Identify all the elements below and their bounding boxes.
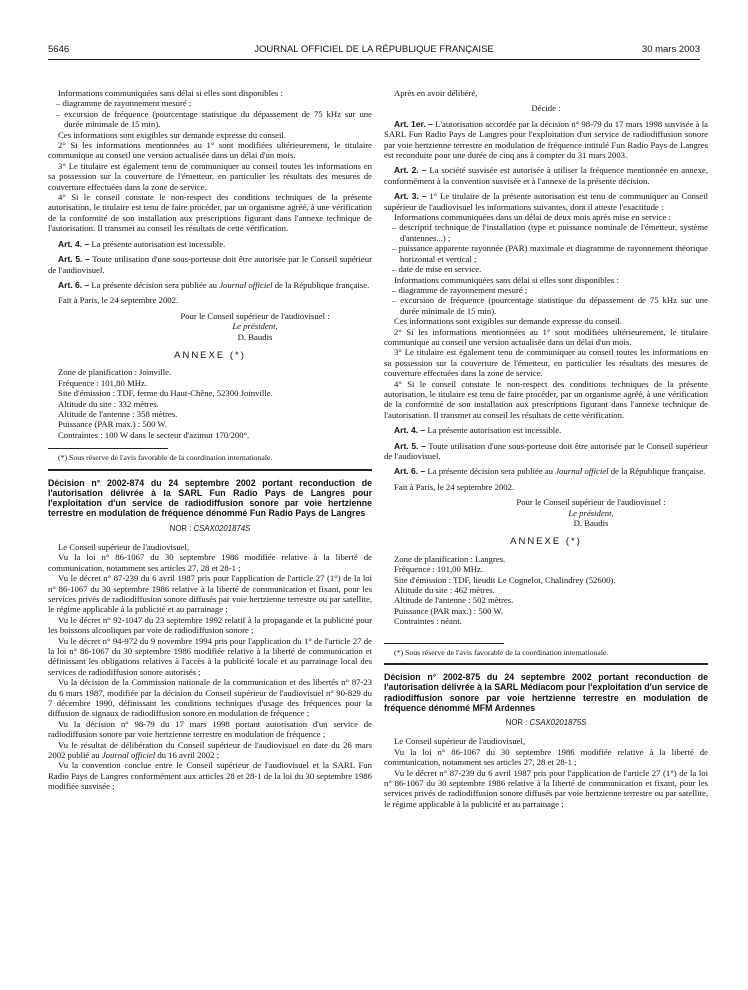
visa: Vu la loi n° 86-1067 du 30 septembre 1986 modifiée relative à la liberté de communication, notamment ses articles 27, 28 et 28-1 ; <box>384 746 708 768</box>
paragraph: 4° Si le conseil constate le non-respect des conditions techniques de la présente autorisation, le titulaire est tenu de faire procéder, par un organisme agréé, à une vérification de la conformité de son installation aux prescriptions figurant dans l'annexe technique de l'autorisation. Il transmet au conseil les résultats de cette vérification. <box>48 192 372 234</box>
visa: Vu la loi n° 86-1067 du 30 septembre 1986 modifiée relative à la liberté de communication, notamment ses articles 27, 28 et 28-1 ; <box>48 552 372 573</box>
paragraph: 2° Si les informations mentionnées au 1° sont modifiées ultérieurement, le titulaire communique au conseil une version actualisée dans un délai d'un mois. <box>48 140 372 161</box>
annexe-line: Fréquence : 101,80 MHz. <box>58 377 148 388</box>
article-5 <box>48 254 372 275</box>
article-text: La présente décision sera publiée au <box>425 466 556 477</box>
visa: Vu le décret n° 87-239 du 6 avril 1987 pris pour l'application de l'article 27 (1°) de la loi n° 86-1067 du 30 septembre 1986 relative à la liberté de communication et fixant, pour les services privés de radiodiffusion sonore diffusés par voie hertzienne terrestre ou par satellite, le régime applicable à la publicité et au parrainage ; <box>48 573 372 615</box>
annexe-line: Zone de planification : Joinville. <box>58 367 172 378</box>
paragraph: 4° Si le conseil constate le non-respect des conditions techniques de la présente autorisation, le titulaire est tenu de faire procéder, par un organisme agréé, à une vérification de la conformité de son installation aux prescriptions figurant dans l'annexe technique de l'autorisation. Il transmet au conseil les résultats de cette vérification. <box>384 378 708 420</box>
footnote: (*) Sous réserve de l'avis favorable de la coordination internationale. <box>58 453 273 463</box>
annexe-line: Site d'émission : TDF, lieudit Le Cognelot, Chalindrey (52600). <box>394 574 616 585</box>
signature-org: Pour le Conseil supérieur de l'audiovisuel : <box>180 310 330 321</box>
paragraph: 2° Si les informations mentionnées au 1° sont modifiées ultérieurement, le titulaire communique au conseil une version actualisée dans un délai d'un mois. <box>384 326 708 347</box>
paragraph: Informations communiquées sans délai si elles sont disponibles : <box>394 274 619 285</box>
issue-date: 30 mars 2003 <box>641 44 700 55</box>
paragraph: Le Conseil supérieur de l'audiovisuel, <box>58 541 190 552</box>
article-label: Art. 6. – <box>58 279 90 290</box>
decide-heading: Décide : <box>531 103 561 114</box>
signature-name: D. Baudis <box>237 331 273 342</box>
footnote-rule <box>48 448 168 449</box>
article-5 <box>384 441 708 462</box>
article-text: Toute utilisation d'une sous-porteuse doit être autorisée par le Conseil supérieur de l'audiovisuel. <box>384 440 708 461</box>
nor-reference <box>48 524 372 534</box>
article-label: Art. 4. – <box>394 425 426 436</box>
article-2 <box>384 165 708 186</box>
left-column <box>48 88 372 792</box>
article-text: La présente décision sera publiée au <box>89 279 220 290</box>
paragraph: 3° Le titulaire est également tenu de communiquer au conseil toutes les informations en sa possession sur la couverture de l'émetteur, en particulier les résultats des mesures de couverture effectuées dans la zone de service. <box>384 347 708 379</box>
article-6 <box>48 280 372 290</box>
visa: Vu la convention conclue entre le Conseil supérieur de l'audiovisuel et la SARL Fun Radio Pays de Langres conformément aux articles 28 et 28-1 de la loi du 30 septembre 1986 modifiée susvisée ; <box>48 760 372 792</box>
visa: Vu le décret n° 92-1047 du 23 septembre 1992 relatif à la propagande et la publicité pour les boissons alcooliques par voie de radiodiffusion sonore ; <box>48 614 372 636</box>
paragraph: Ces informations sont exigibles sur demande expresse du conseil. <box>58 129 287 140</box>
annexe-line: Contraintes : 100 W dans le secteur d'azimut 170/200°. <box>58 429 250 440</box>
signature-org: Pour le Conseil supérieur de l'audiovisuel : <box>516 497 666 508</box>
article-label: Art. 5. – <box>58 254 90 265</box>
signature-role-text: Le président, <box>232 321 278 332</box>
signature-role <box>384 508 708 518</box>
visa: Vu le décret n° 87-239 du 6 avril 1987 pris pour l'application de l'article 27 (1°) de la loi n° 86-1067 du 30 septembre 1986 relative à la liberté de communication et fixant, pour les services privés de radiodiffusion sonore diffusés par voie hertzienne terrestre ou par satellite, le régime applicable à la publicité et au parrainage ; <box>384 767 708 809</box>
article-label: Art. 4. – <box>58 238 90 249</box>
article-text: de la République française. <box>608 466 706 477</box>
article-4 <box>48 239 372 249</box>
visa <box>48 740 372 761</box>
nor-code: CSAX0201874S <box>193 523 251 533</box>
footnote: (*) Sous réserve de l'avis favorable de la coordination internationale. <box>394 647 609 657</box>
list-item: – diagramme de rayonnement mesuré ; <box>392 284 528 295</box>
list-item: – diagramme de rayonnement mesuré ; <box>56 98 192 109</box>
list-item: – descriptif technique de l'installation (type et puissance nominale de l'émetteur, système d'antennes...) ; <box>392 222 708 243</box>
list-item: – excursion de fréquence (pourcentage statistique du dépassement de 75 kHz sur une durée minimale de 15 min). <box>392 295 708 316</box>
list-item: – date de mise en service. <box>392 264 482 275</box>
article-3 <box>384 191 708 212</box>
annexe-line: Fréquence : 101,00 MHz. <box>394 564 484 575</box>
header-rule <box>48 59 700 60</box>
annexe-line: Zone de planification : Langres. <box>394 553 506 564</box>
paragraph: Informations communiquées sans délai si elles sont disponibles : <box>58 88 283 98</box>
paragraph: Après en avoir délibéré, <box>394 88 478 98</box>
paragraph: Ces informations sont exigibles sur demande expresse du conseil. <box>394 316 623 327</box>
decision-title: Décision n° 2002-875 du 24 septembre 2002 portant reconduction de l'autorisation délivrée à la SARL Médiacom pour l'exploitation d'un service de radiodiffusion sonore par voie hertzienne terrestre en modulation de fréquence dénommé MFM Ardennes <box>384 672 708 713</box>
signature-name: D. Baudis <box>573 518 609 529</box>
article-label: Art. 1er. – <box>394 118 433 129</box>
nor-label: NOR : <box>505 718 530 727</box>
article-4 <box>384 425 708 435</box>
article-text: La présente autorisation est incessible. <box>425 425 562 436</box>
journal-name: Journal officiel <box>219 279 273 290</box>
nor-code: CSAX0201875S <box>529 718 587 727</box>
paragraph: Le Conseil supérieur de l'audiovisuel, <box>394 736 526 747</box>
article-label: Art. 5. – <box>394 440 426 451</box>
paragraph: 3° Le titulaire est également tenu de communiquer au conseil toutes les informations en sa possession sur la couverture de l'émetteur, en particulier les résultats des mesures de couverture effectuées dans la zone de service. <box>48 160 372 192</box>
list-item: – excursion de fréquence (pourcentage statistique du dépassement de 75 kHz sur une durée minimale de 15 min). <box>56 108 372 130</box>
article-label: Art. 2. – <box>394 165 427 176</box>
journal-name: Journal officiel <box>101 750 156 761</box>
article-label: Art. 6. – <box>394 466 426 477</box>
paragraph: Informations communiquées dans un délai de deux mois après mise en service : <box>394 212 671 223</box>
article-text: La présente autorisation est incessible. <box>89 238 226 249</box>
decision-rule <box>48 469 372 471</box>
visa-text: Vu le résultat de délibération du Conseil supérieur de l'audiovisuel en date du 26 mars 2002 publié au <box>48 739 372 761</box>
article-text: L'autorisation accordée par la décision n° 98-79 du 17 mars 1998 susvisée à la SARL Fun Radio Pays de Langres pour l'exploitation d'un service de radiodiffusion sonore par voie hertzienne terrestre en modulation de fréquence intitulé Fun Radio Pays de Langres est reconduite pour une durée de cinq ans à compter du 31 mars 2003. <box>384 118 708 161</box>
visa: Vu la décision n° 98-79 du 17 mars 1998 portant autorisation d'un service de radiodiffusion sonore par voie hertzienne terrestre en modulation de fréquence ; <box>48 718 372 740</box>
nor-reference <box>384 718 708 728</box>
visa: Vu la décision de la Commission nationale de la communication et des libertés n° 87-23 du 6 mars 1987, modifiée par la décision du Conseil supérieur de l'audiovisuel n° 90-829 du 7 décembre 1990, définissant les conditions techniques d'usage des fréquences pour la diffusion de signaux de radiodiffusion sonore en modulation de fréquence ; <box>48 677 372 719</box>
fait-line: Fait à Paris, le 24 septembre 2002. <box>58 295 179 306</box>
journal-title: JOURNAL OFFICIEL DE LA RÉPUBLIQUE FRANÇAISE <box>254 44 494 55</box>
article-1 <box>384 119 708 161</box>
nor-label: NOR : <box>169 523 194 533</box>
article-text: 1° Le titulaire de la présente autorisation est tenu de communiquer au Conseil supérieur de l'audiovisuel les informations suivantes, dont il atteste l'exactitude : <box>384 191 708 212</box>
article-text: de la République française. <box>272 279 370 290</box>
article-label: Art. 3. – <box>394 191 427 202</box>
decision-title: Décision n° 2002-874 du 24 septembre 2002 portant reconduction de l'autorisation délivrée à la SARL Fun Radio Pays de Langres pour l'exploitation d'un service de radiodiffusion sonore par voie hertzienne terrestre en modulation de fréquence dénommé Fun Radio Pays de Langres <box>48 477 372 519</box>
annexe-line: Puissance (PAR max.) : 500 W. <box>58 419 167 430</box>
page-header <box>48 44 700 56</box>
article-6 <box>384 466 708 476</box>
annexe-line: Altitude de l'antenne : 502 mètres. <box>394 595 514 606</box>
visa: Vu le décret n° 94-972 du 9 novembre 1994 pris pour l'application du 1° de l'article 27 de la loi n° 86-1067 du 30 septembre 1986 modifiée relative à la liberté de communication et définissant les obligations relatives à l'accès à la publicité locale et au parrainage local des services de radiodiffusion sonore autorisés ; <box>48 635 372 677</box>
annexe-line: Site d'émission : TDF, ferme du Haut-Chêne, 52300 Joinville. <box>58 388 273 399</box>
page-number: 5646 <box>48 44 70 55</box>
article-text: La société susvisée est autorisée à utiliser la fréquence mentionnée en annexe, conformément à la convention susvisée et à l'annexe de la présente décision. <box>384 165 708 186</box>
visa-text: du 16 avril 2002 ; <box>155 750 220 761</box>
footnote-rule <box>384 643 504 644</box>
signature-role <box>48 321 372 331</box>
fait-line: Fait à Paris, le 24 septembre 2002. <box>394 481 515 492</box>
signature-role-text: Le président, <box>568 507 614 518</box>
annexe-line: Altitude du site : 332 mètres. <box>58 398 159 409</box>
right-column <box>384 88 708 809</box>
annexe-line: Puissance (PAR max.) : 500 W. <box>394 605 503 616</box>
annexe-line: Altitude du site : 462 mètres. <box>394 585 495 596</box>
annexe-line: Contraintes : néant. <box>394 616 462 627</box>
list-item: – puissance apparente rayonnée (PAR) maximale et diagramme de rayonnement théorique horizontal et vertical ; <box>392 243 708 264</box>
article-text: Toute utilisation d'une sous-porteuse doit être autorisée par le Conseil supérieur de l'audiovisuel. <box>48 254 372 275</box>
annexe-title: ANNEXE (*) <box>174 349 246 361</box>
annexe-title: ANNEXE (*) <box>510 536 582 548</box>
decision-rule <box>384 663 708 665</box>
journal-name: Journal officiel <box>555 466 609 477</box>
annexe-line: Altitude de l'antenne : 358 mètres. <box>58 408 178 419</box>
